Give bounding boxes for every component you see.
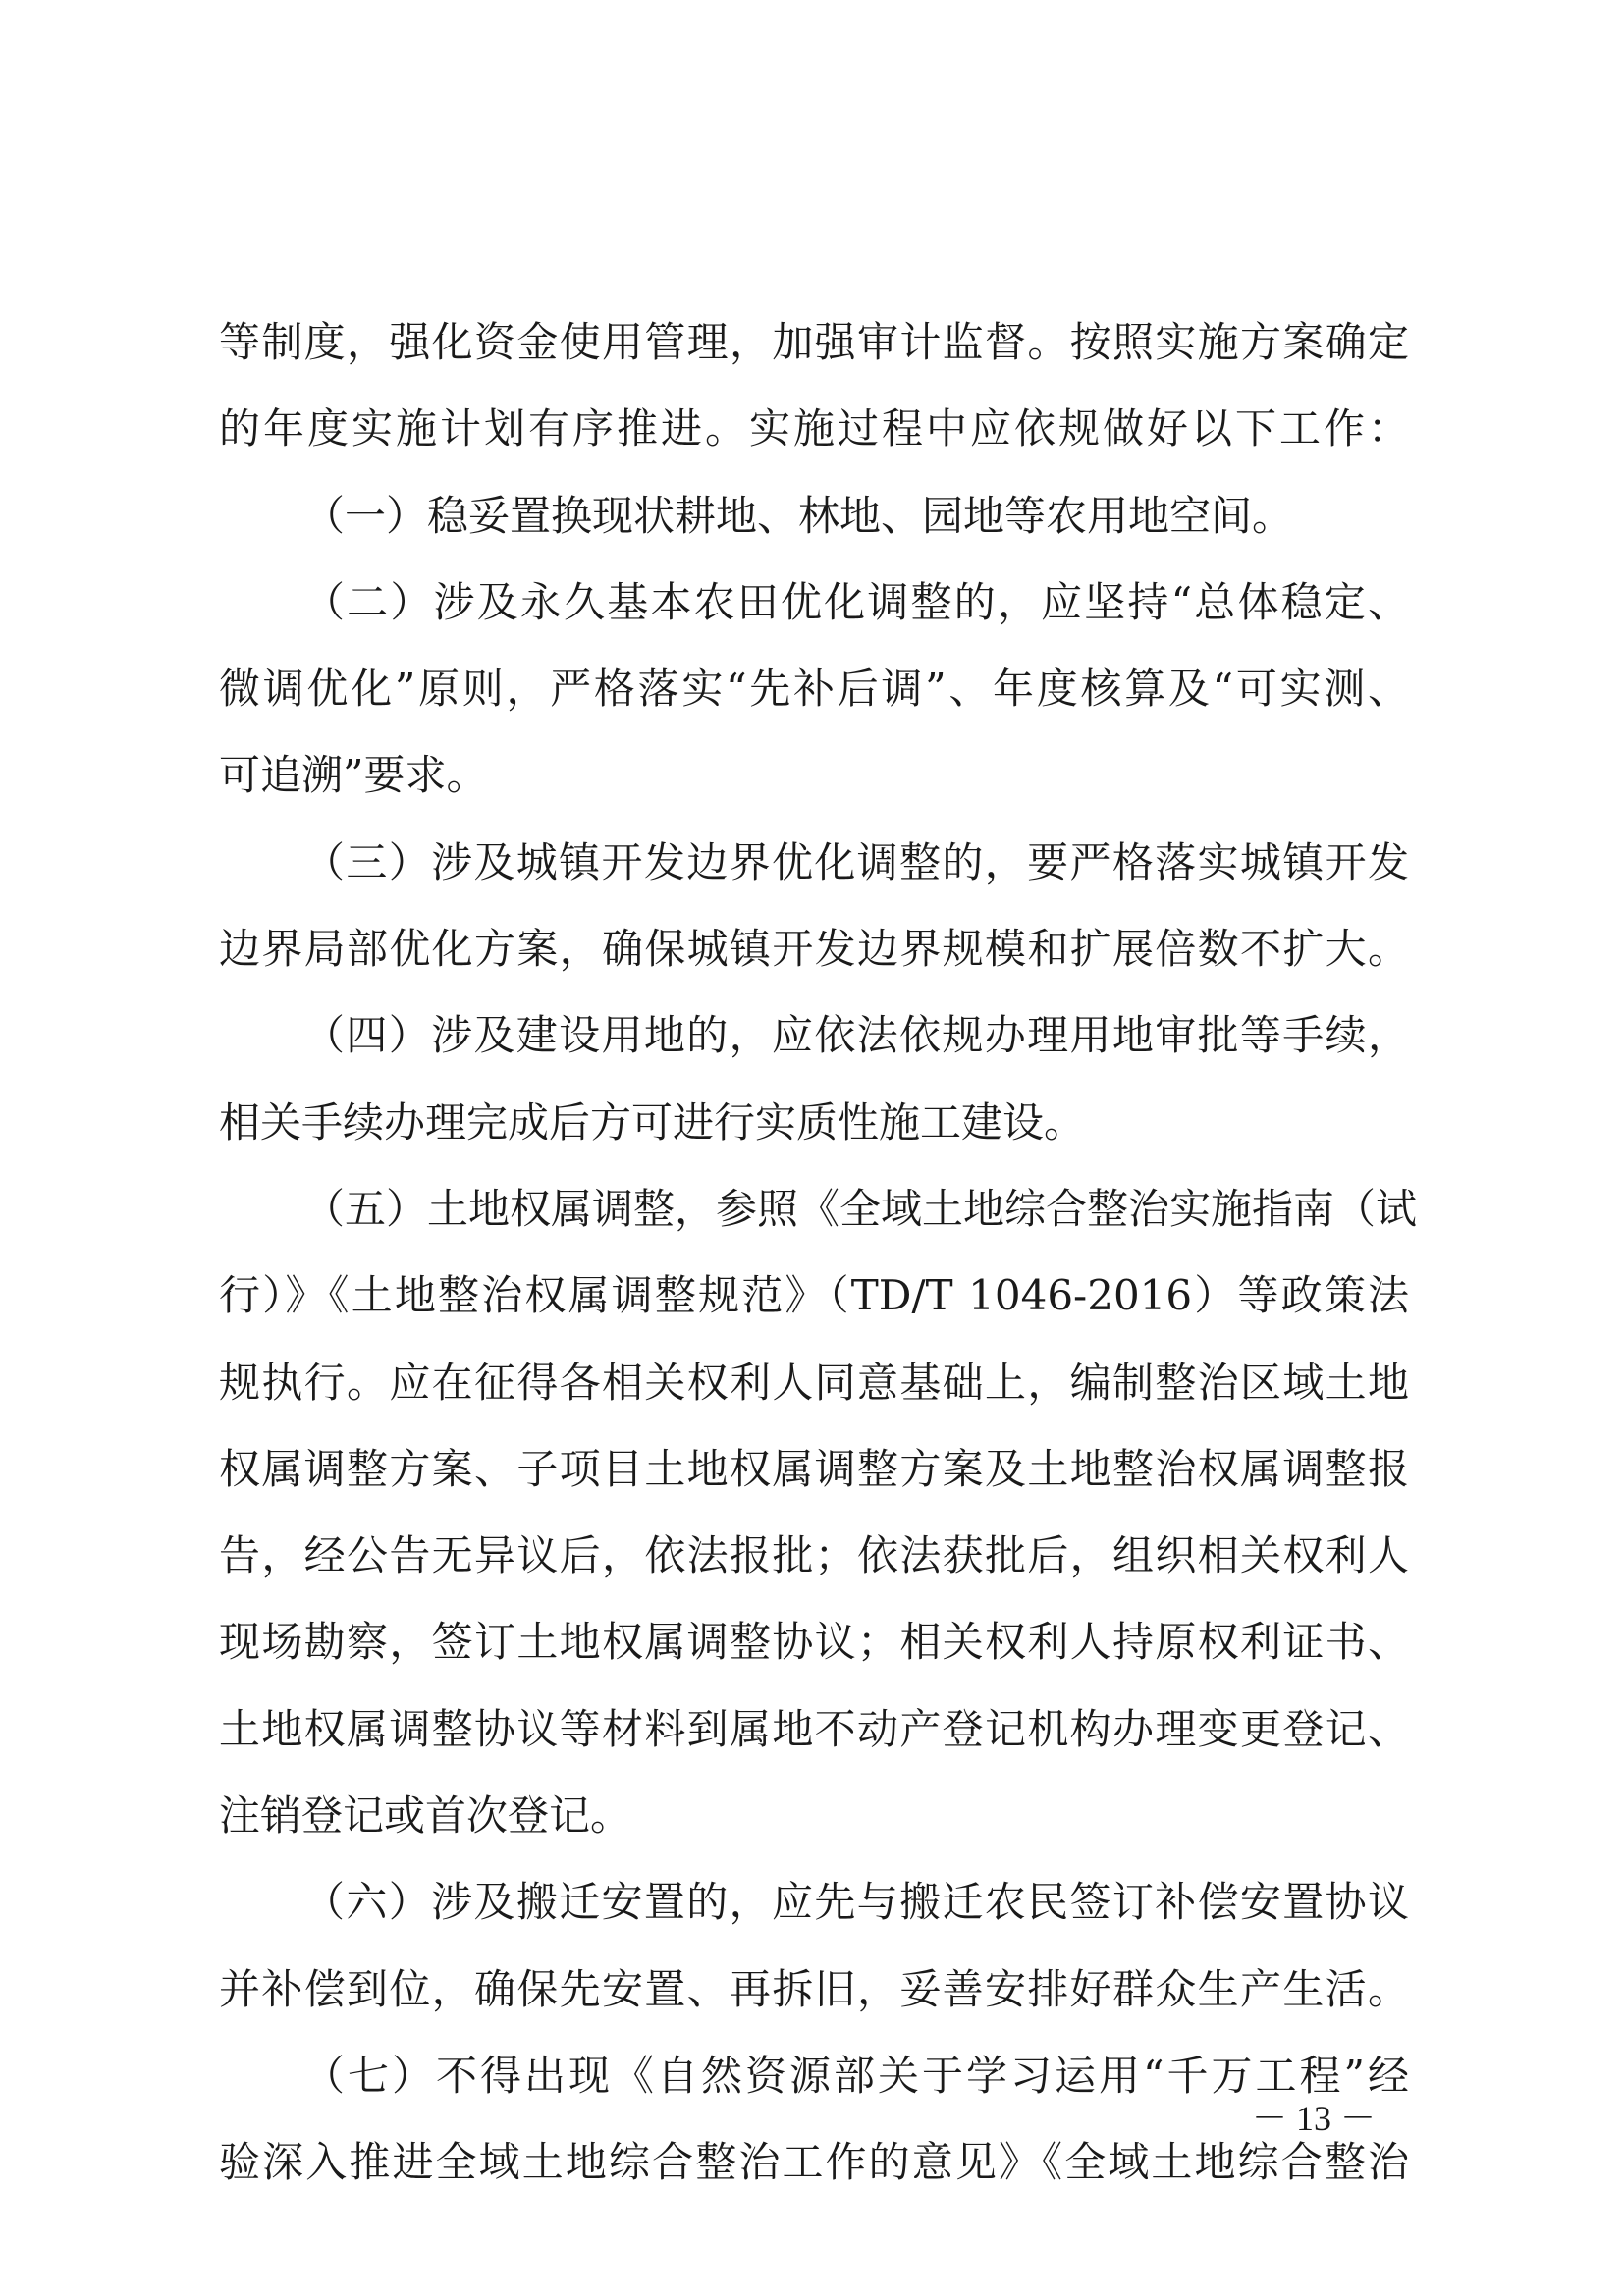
text-line: （七）不得出现《自然资源部关于学习运用“千万工程”经 <box>303 2051 1409 2100</box>
text-line: 土地权属调整协议等材料到属地不动产登记机构办理变更登记、 <box>219 1704 1409 1753</box>
text-line: 告，经公告无异议后，依法报批；依法获批后，组织相关权利人 <box>219 1531 1409 1580</box>
text-line: 的年度实施计划有序推进。实施过程中应依规做好以下工作： <box>219 404 1409 454</box>
text-line: （三）涉及城镇开发边界优化调整的，要严格落实城镇开发 <box>303 837 1409 886</box>
text-line: 并补偿到位，确保先安置、再拆旧，妥善安排好群众生产生活。 <box>219 1964 1409 2013</box>
text-line: 验深入推进全域土地综合整治工作的意见》《全域土地综合整治 <box>219 2138 1409 2187</box>
text-line: 注销登记或首次登记。 <box>219 1791 632 1841</box>
text-line: 现场勘察，签订土地权属调整协议；相关权利人持原权利证书、 <box>219 1618 1409 1667</box>
text-line: 相关手续办理完成后方可进行实质性施工建设。 <box>219 1097 1086 1147</box>
text-line: 可追溯”要求。 <box>219 751 488 800</box>
body-text <box>219 299 1418 2207</box>
text-line: 规执行。应在征得各相关权利人同意基础上，编制整治区域土地 <box>219 1358 1409 1407</box>
text-line: 权属调整方案、子项目土地权属调整方案及土地整治权属调整报 <box>219 1444 1409 1493</box>
text-line: 边界局部优化方案，确保城镇开发边界规模和扩展倍数不扩大。 <box>219 925 1409 974</box>
text-line: （四）涉及建设用地的，应依法依规办理用地审批等手续， <box>303 1011 1409 1060</box>
text-line: （五）土地权属调整，参照《全域土地综合整治实施指南（试 <box>303 1184 1418 1233</box>
text-line: （二）涉及永久基本农田优化调整的，应坚持“总体稳定、 <box>303 577 1409 626</box>
text-line: 行）》《土地整治权属调整规范》（TD/T 1046-2016）等政策法 <box>219 1271 1409 1320</box>
page-number: － 13 － <box>1251 2099 1376 2138</box>
text-line: 微调优化”原则，严格落实“先补后调”、年度核算及“可实测、 <box>219 665 1409 714</box>
text-line: 等制度，强化资金使用管理，加强审计监督。按照实施方案确定 <box>219 318 1409 366</box>
text-line: （六）涉及搬迁安置的，应先与搬迁农民签订补偿安置协议 <box>303 1878 1409 1927</box>
text-line: （一）稳妥置换现状耕地、林地、园地等农用地空间。 <box>303 491 1294 540</box>
